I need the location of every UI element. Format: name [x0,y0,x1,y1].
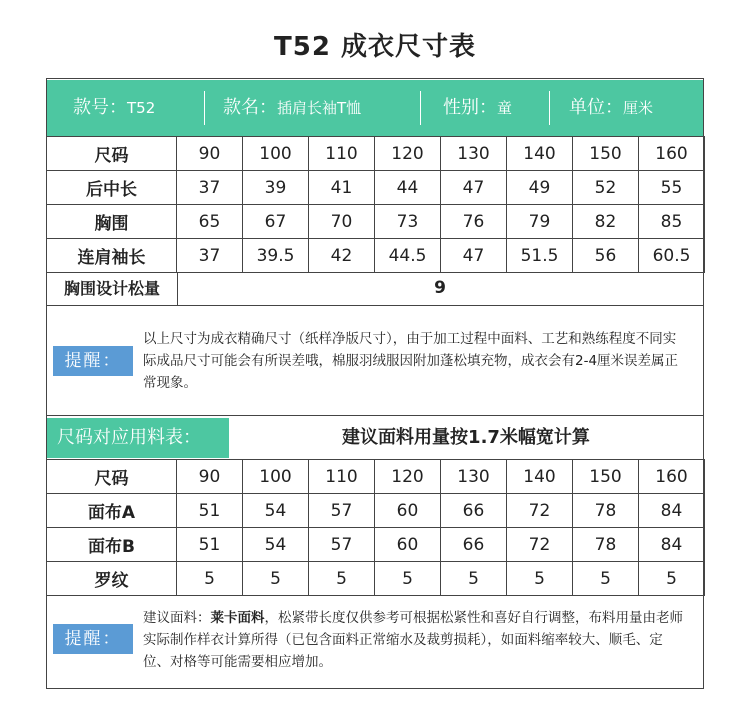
table-cell: 54 [243,528,309,562]
style-name-field [223,80,361,136]
table-cell: 5 [309,562,375,596]
unit-label: 单位： [569,97,623,118]
table-cell: 5 [243,562,309,596]
style-no-value: T52 [127,99,156,117]
table-cell: 51.5 [507,239,573,273]
table-cell: 39 [243,171,309,205]
fabric-reminder-rest: ，松紧带长度仅供参考可根据松紧性和喜好自行调整，布料用量由老师实际制作样衣计算所得（已包含面料正常缩水及裁剪损耗），如面料缩率较大、顺毛、定位、对格等可能需要相应增加。 [143,610,683,670]
table-cell: 51 [177,528,243,562]
table-cell: 90 [177,460,243,494]
table-cell: 5 [639,562,705,596]
table-cell: 57 [309,528,375,562]
table-cell: 37 [177,171,243,205]
fabric-reminder-prefix: 建议面料： [143,610,211,626]
row-label: 胸围 [47,205,177,239]
row-label: 罗纹 [47,562,177,596]
recommended-fabric: 莱卡面料 [210,610,265,626]
table-cell: 42 [309,239,375,273]
spec-header-bar [47,80,703,136]
fabric-reminder-text [143,607,687,673]
table-cell: 56 [573,239,639,273]
gender-label: 性别： [443,97,497,118]
table-cell: 78 [573,494,639,528]
table-cell: 57 [309,494,375,528]
unit-value: 厘米 [623,99,654,117]
table-cell: 160 [639,460,705,494]
table-cell: 100 [243,460,309,494]
table-cell: 67 [243,205,309,239]
reminder-tag: 提醒： [53,624,133,654]
table-cell: 84 [639,494,705,528]
table-cell: 52 [573,171,639,205]
table-row [47,171,705,205]
table-cell: 65 [177,205,243,239]
table-cell: 66 [441,494,507,528]
table-cell: 60 [375,528,441,562]
table-row [47,137,705,171]
table-cell: 55 [639,171,705,205]
table-cell: 100 [243,137,309,171]
table-cell: 47 [441,239,507,273]
table-row [47,205,705,239]
table-cell: 49 [507,171,573,205]
table-cell: 130 [441,460,507,494]
table-row [47,528,705,562]
design-ease-row [46,272,704,306]
reminder-box [46,306,704,416]
row-label: 尺码 [47,460,177,494]
table-cell: 84 [639,528,705,562]
table-cell: 78 [573,528,639,562]
table-cell: 5 [441,562,507,596]
table-cell: 66 [441,528,507,562]
table-cell: 54 [243,494,309,528]
size-table [46,136,705,273]
table-cell: 82 [573,205,639,239]
table-cell: 85 [639,205,705,239]
table-cell: 5 [507,562,573,596]
row-label: 后中长 [47,171,177,205]
table-cell: 140 [507,137,573,171]
design-ease-label: 胸围设计松量 [47,272,178,305]
table-cell: 160 [639,137,705,171]
style-no-label: 款号： [73,97,127,118]
table-cell: 70 [309,205,375,239]
table-cell: 41 [309,171,375,205]
table-cell: 5 [375,562,441,596]
fabric-section-heading: 建议面料用量按1.7米幅宽计算 [342,427,590,448]
table-cell: 37 [177,239,243,273]
table-cell: 79 [507,205,573,239]
style-name-value: 插肩长袖T恤 [277,99,362,117]
fabric-section-header [46,416,704,459]
fabric-section-label: 尺码对应用料表： [47,418,229,458]
table-cell: 47 [441,171,507,205]
table-row [47,460,705,494]
row-label: 连肩袖长 [47,239,177,273]
table-cell: 90 [177,137,243,171]
style-no-field [73,80,155,136]
table-row [47,239,705,273]
table-cell: 5 [573,562,639,596]
table-cell: 150 [573,460,639,494]
header-divider [420,91,421,125]
table-cell: 5 [177,562,243,596]
reminder-tag: 提醒： [53,346,133,376]
table-cell: 120 [375,137,441,171]
gender-value: 童 [497,99,513,117]
table-cell: 130 [441,137,507,171]
table-cell: 60 [375,494,441,528]
unit-field [569,80,653,136]
table-cell: 60.5 [639,239,705,273]
table-cell: 72 [507,528,573,562]
table-cell: 39.5 [243,239,309,273]
table-cell: 72 [507,494,573,528]
row-label: 面布A [47,494,177,528]
table-cell: 120 [375,460,441,494]
header-divider [549,91,550,125]
style-name-label: 款名： [223,97,277,118]
header-divider [204,91,205,125]
table-row [47,494,705,528]
row-label: 尺码 [47,137,177,171]
table-cell: 51 [177,494,243,528]
design-ease-value: 9 [434,278,446,298]
fabric-table [46,459,705,596]
fabric-reminder-box [46,590,704,689]
table-cell: 110 [309,137,375,171]
row-label: 面布B [47,528,177,562]
table-cell: 140 [507,460,573,494]
table-cell: 44 [375,171,441,205]
table-cell: 110 [309,460,375,494]
table-cell: 73 [375,205,441,239]
page-title: T52 成衣尺寸表 [274,32,476,62]
table-cell: 150 [573,137,639,171]
table-cell: 76 [441,205,507,239]
gender-field [443,80,512,136]
table-cell: 44.5 [375,239,441,273]
reminder-text: 以上尺寸为成衣精确尺寸（纸样净版尺寸），由于加工过程中面料、工艺和熟练程度不同实际成品尺寸可能会有所误差哦，棉服羽绒服因附加蓬松填充物，成衣会有2-4厘米误差属正常现象。 [143,331,679,391]
